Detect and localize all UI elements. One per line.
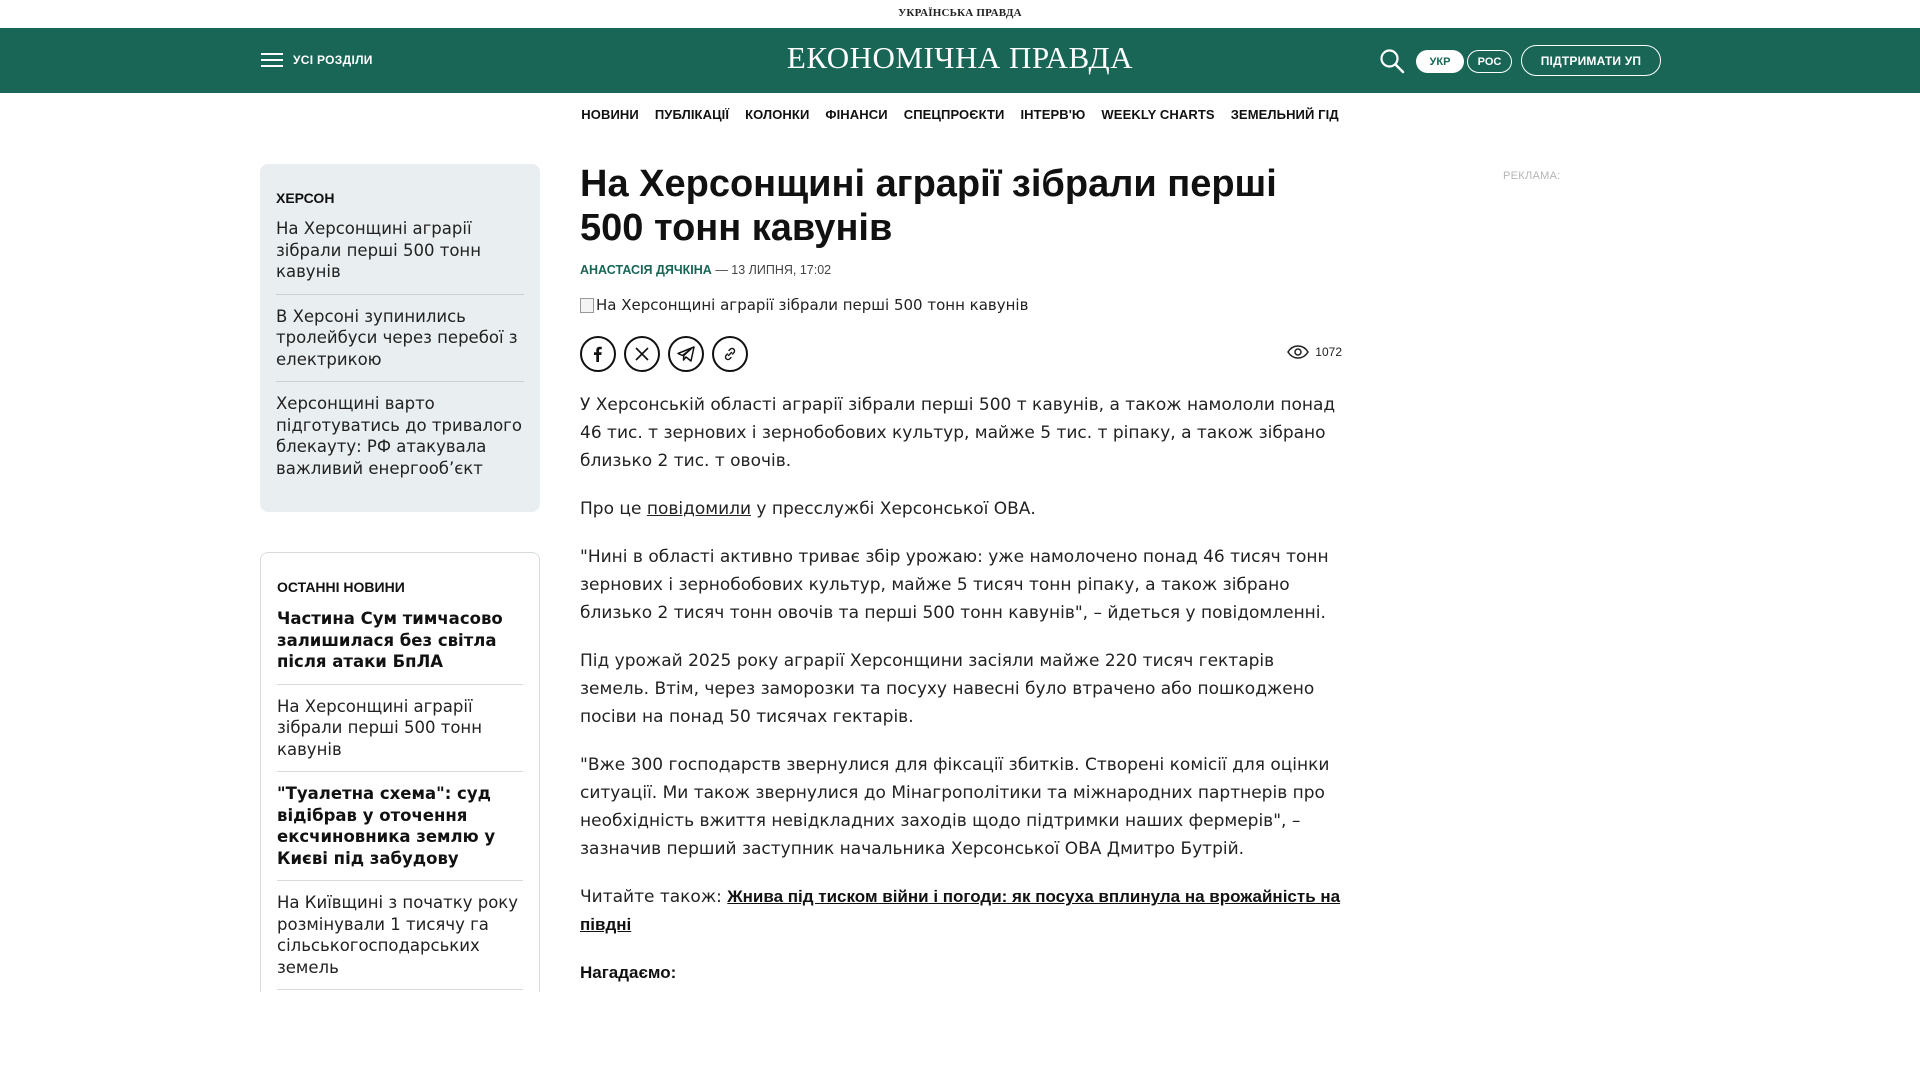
nav-item-finance[interactable]: ФІНАНСИ — [825, 106, 888, 122]
image-alt-text: На Херсонщині аграрії зібрали перші 500 тонн кавунів — [596, 296, 1029, 314]
site-header — [0, 28, 1920, 93]
region-news-box — [260, 164, 540, 512]
region-news-item[interactable]: На Херсонщині аграрії зібрали перші 500 тонн кавунів — [276, 218, 524, 295]
latest-news-title: ОСТАННІ НОВИНИ — [277, 579, 405, 595]
lang-ukr-button[interactable]: УКР — [1416, 50, 1464, 73]
author-link[interactable]: АНАСТАСІЯ ДЯЧКІНА — [580, 263, 712, 277]
reminder-heading: Нагадаємо: — [580, 963, 677, 982]
nav-item-publications[interactable]: ПУБЛІКАЦІЇ — [654, 106, 730, 122]
lang-ros-button[interactable]: РОС — [1467, 50, 1512, 73]
article-paragraph: Про це повідомили у пресслужбі Херсонської ОВА. — [580, 499, 1036, 519]
nav-item-land-guide[interactable]: ЗЕМЕЛЬНИЙ ГІД — [1230, 106, 1339, 122]
article-paragraph: У Херсонській області аграрії зібрали перші 500 т кавунів, а також намололи понад 46 тис. т зернових і зернобобових культур, майже 5 тис. т ріпаку, а також зібрано близько 2 тис. т овочів. — [580, 395, 1336, 471]
up-site-name[interactable]: УКРАЇНСЬКА ПРАВДА — [898, 7, 1022, 19]
read-also: Читайте також: Жнива під тиском війни і погоди: як посуха вплинула на врожайність на півдні — [580, 887, 1341, 934]
nav-item-columns[interactable]: КОЛОНКИ — [745, 106, 810, 122]
publish-date: 13 ЛИПНЯ, 17:02 — [731, 263, 832, 277]
views-count: 1072 — [1315, 345, 1342, 359]
latest-news-item[interactable]: Частина Сум тимчасово залишилася без світла після атаки БпЛА — [277, 608, 523, 685]
facebook-share-icon[interactable] — [580, 336, 616, 372]
eye-icon — [1287, 345, 1309, 359]
article-image — [580, 296, 1342, 314]
article-paragraph: "Вже 300 господарств звернулися для фіксації збитків. Створені комісії для оцінки ситуації. Ми також звернулися до Мінагрополітики та міжнародних партнерів про необхідність вжиття невідкладних заходів щодо підтримки наших фермерів", – зазначив перший заступник начальника Херсонської ОВА Дмитро Бутрій. — [580, 755, 1330, 859]
nav-item-interview[interactable]: ІНТЕРВ'Ю — [1020, 106, 1086, 122]
telegram-share-icon[interactable] — [668, 336, 704, 372]
region-news-item[interactable]: Херсонщині варто підготуватись до тривалого блекауту: РФ атакувала важливий енергооб’єкт — [276, 394, 522, 478]
share-row — [580, 336, 1342, 373]
article-body — [580, 391, 1342, 987]
read-also-link[interactable]: Жнива під тиском війни і погоди: як посуха вплинула на врожайність на півдні — [580, 887, 1341, 934]
source-link[interactable]: повідомили — [646, 499, 752, 519]
site-logo[interactable]: ЕКОНОМІЧНА ПРАВДА — [786, 40, 1134, 75]
date-separator: — — [711, 263, 732, 277]
views-counter — [1287, 345, 1342, 359]
copy-link-icon[interactable] — [712, 336, 748, 372]
support-button[interactable]: ПІДТРИМАТИ УП — [1521, 45, 1661, 76]
main-nav — [0, 93, 1920, 135]
search-icon[interactable] — [1379, 48, 1405, 74]
broken-image-icon — [580, 298, 594, 313]
ad-label: РЕКЛАМА: — [1503, 170, 1561, 182]
region-title[interactable]: ХЕРСОН — [276, 190, 335, 206]
nav-item-special-projects[interactable]: СПЕЦПРОЄКТИ — [903, 106, 1005, 122]
latest-news-item[interactable]: На Херсонщині аграрії зібрали перші 500 тонн кавунів — [277, 696, 523, 773]
article-title: На Херсонщині аграрії зібрали перші 500 тонн кавунів — [580, 163, 1277, 249]
nav-item-news[interactable]: НОВИНИ — [581, 106, 639, 122]
article — [580, 162, 1342, 987]
latest-news-item[interactable]: "Туалетна схема": суд відібрав у оточення ексчиновника землю у Києві під забудову — [277, 783, 523, 881]
x-share-icon[interactable] — [624, 336, 660, 372]
latest-news-box — [260, 552, 540, 992]
byline — [580, 263, 1342, 277]
latest-news-item[interactable]: На Київщині з початку року розмінували 1 тисячу га сільськогосподарських земель — [277, 892, 523, 990]
nav-item-weekly-charts[interactable]: WEEKLY CHARTS — [1101, 106, 1215, 122]
article-paragraph: "Нині в області активно триває збір урожаю: уже намолочено понад 46 тисяч тонн зернових і зернобобових культур, майже 5 тисяч тонн ріпаку, а також зібрано близько 2 тисяч тонн овочів та перші 500 тонн кавунів", – йдеться у повідомленні. — [580, 547, 1329, 623]
menu-label: УСІ РОЗДІЛИ — [293, 53, 373, 67]
region-news-item[interactable]: В Херсоні зупинились тролейбуси через перебої з електрикою — [276, 306, 524, 383]
top-strip — [0, 0, 1920, 28]
article-paragraph: Під урожай 2025 року аграрії Херсонщини засіяли майже 220 тисяч гектарів земель. Втім, через заморозки та посуху навесні було втрачено або пошкоджено посіви на понад 50 тисячах гектарів. — [580, 651, 1315, 727]
